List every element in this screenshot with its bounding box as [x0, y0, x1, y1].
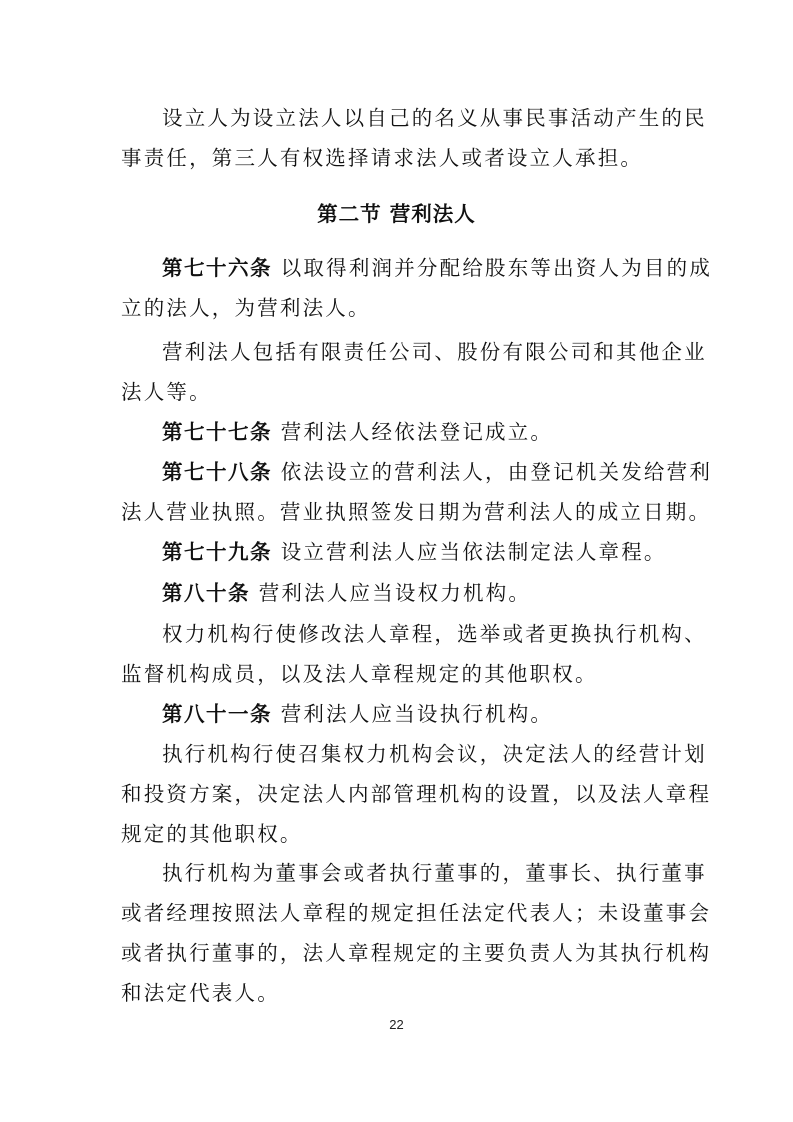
text-line: 设立人为设立法人以自己的名义从事民事活动产生的民 [162, 106, 707, 130]
text-line: 和投资方案，决定法人内部管理机构的设置，以及法人章程 [121, 782, 712, 806]
article-number: 第七十八条 [162, 460, 272, 484]
article-number: 第八十条 [162, 581, 250, 605]
article-number: 第七十六条 [162, 256, 272, 280]
paragraph-1 [121, 98, 707, 178]
text-line: 设立营利法人应当依法制定法人章程。 [272, 540, 667, 564]
paragraph-11 [121, 853, 712, 1013]
article-81 [121, 694, 681, 734]
text-line: 规定的其他职权。 [121, 822, 303, 846]
text-line: 以取得利润并分配给股东等出资人为目的成 [272, 256, 713, 280]
paragraph-10 [121, 734, 712, 854]
article-76 [121, 248, 713, 328]
text-line: 事责任，第三人有权选择请求法人或者设立人承担。 [121, 146, 644, 170]
text-line: 或者执行董事的，法人章程规定的主要负责人为其执行机构 [121, 941, 712, 965]
article-78 [121, 452, 713, 532]
text-line: 和法定代表人。 [121, 981, 280, 1005]
article-number: 第七十七条 [162, 420, 272, 444]
article-77 [121, 412, 681, 452]
text-line: 执行机构行使召集权力机构会议，决定法人的经营计划 [162, 742, 707, 766]
text-line: 营利法人经依法登记成立。 [272, 420, 554, 444]
text-line: 营利法人应当设执行机构。 [272, 702, 554, 726]
text-line: 依法设立的营利法人，由登记机关发给营利 [272, 460, 713, 484]
text-line: 法人等。 [121, 380, 212, 404]
text-line: 营利法人应当设权力机构。 [250, 581, 532, 605]
text-line: 立的法人，为营利法人。 [121, 296, 371, 320]
text-line: 执行机构为董事会或者执行董事的，董事长、执行董事 [162, 861, 707, 885]
text-line: 法人营业执照。营业执照签发日期为营利法人的成立日期。 [121, 500, 712, 524]
text-line: 监督机构成员，以及法人章程规定的其他职权。 [121, 662, 598, 686]
text-line: 权力机构行使修改法人章程，选举或者更换执行机构、 [162, 622, 707, 646]
article-number: 第八十一条 [162, 702, 272, 726]
section-heading: 第二节 营利法人 [317, 202, 476, 226]
article-number: 第七十九条 [162, 540, 272, 564]
page-number: 22 [389, 1017, 404, 1032]
article-80 [121, 573, 681, 613]
paragraph-8 [121, 614, 707, 694]
article-79 [121, 532, 681, 572]
paragraph-3 [121, 332, 707, 412]
text-line: 营利法人包括有限责任公司、股份有限公司和其他企业 [162, 340, 707, 364]
text-line: 或者经理按照法人章程的规定担任法定代表人；未设董事会 [121, 901, 712, 925]
